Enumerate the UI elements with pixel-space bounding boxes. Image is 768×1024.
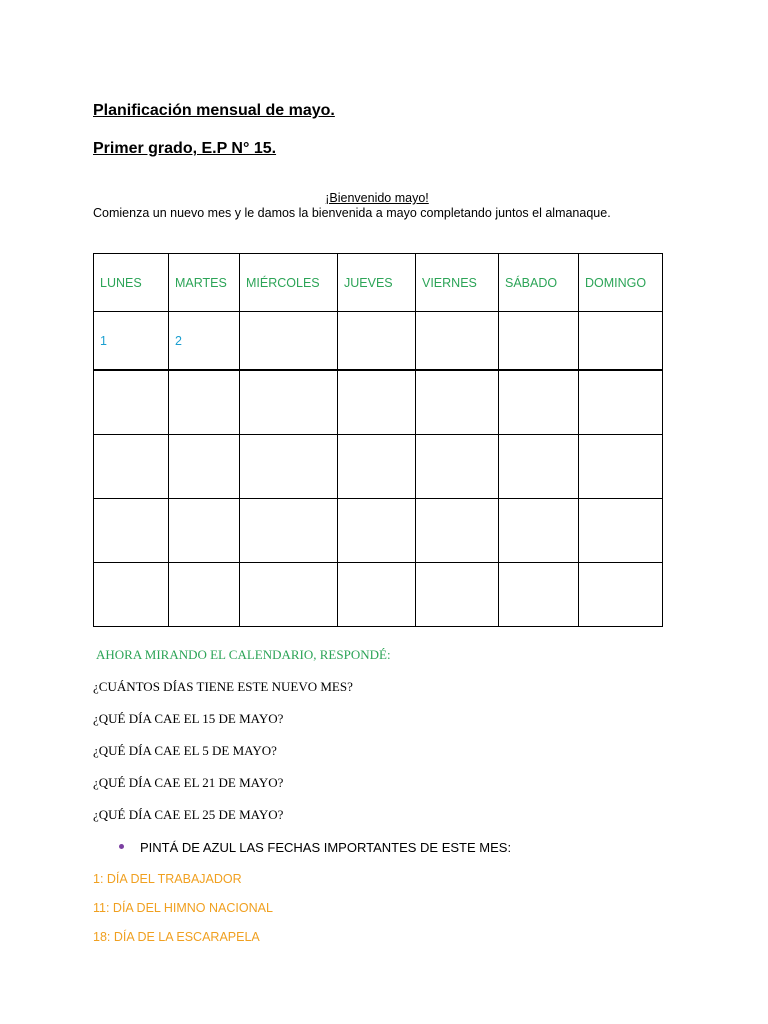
calendar-week-row	[94, 370, 663, 435]
instruction-bullet	[119, 840, 511, 855]
header-jueves: JUEVES	[338, 254, 416, 312]
day-cell	[499, 499, 579, 563]
day-cell	[579, 499, 663, 563]
important-date: 18: DÍA DE LA ESCARAPELA	[93, 930, 260, 944]
day-cell	[338, 563, 416, 627]
day-cell: 2	[169, 312, 240, 371]
question-item: ¿QUÉ DÍA CAE EL 15 DE MAYO?	[93, 711, 284, 726]
header-miercoles: MIÉRCOLES	[240, 254, 338, 312]
questions-intro: AHORA MIRANDO EL CALENDARIO, RESPONDÉ:	[96, 647, 391, 662]
day-cell	[338, 370, 416, 435]
day-cell	[240, 499, 338, 563]
important-date: 1: DÍA DEL TRABAJADOR	[93, 872, 242, 886]
day-cell: 1	[94, 312, 169, 371]
day-cell	[240, 563, 338, 627]
calendar-week-row	[94, 499, 663, 563]
welcome-heading: ¡Bienvenido mayo!	[325, 191, 429, 205]
day-cell	[169, 435, 240, 499]
question-item: ¿QUÉ DÍA CAE EL 25 DE MAYO?	[93, 807, 284, 822]
header-domingo: DOMINGO	[579, 254, 663, 312]
day-cell	[579, 435, 663, 499]
day-cell	[169, 563, 240, 627]
header-lunes: LUNES	[94, 254, 169, 312]
header-martes: MARTES	[169, 254, 240, 312]
day-cell	[94, 563, 169, 627]
calendar-week-row	[94, 312, 663, 371]
day-cell	[579, 312, 663, 371]
day-cell	[240, 370, 338, 435]
day-cell	[169, 499, 240, 563]
instruction-text: PINTÁ DE AZUL LAS FECHAS IMPORTANTES DE ESTE MES:	[140, 840, 512, 855]
document-title: Planificación mensual de mayo.	[93, 102, 335, 119]
day-cell	[94, 435, 169, 499]
document-subtitle: Primer grado, E.P N° 15.	[93, 140, 277, 157]
day-cell	[94, 370, 169, 435]
day-cell	[94, 499, 169, 563]
question-item: ¿QUÉ DÍA CAE EL 5 DE MAYO?	[93, 743, 277, 758]
calendar-week-row	[94, 435, 663, 499]
day-cell	[416, 435, 499, 499]
day-cell	[338, 435, 416, 499]
question-item: ¿QUÉ DÍA CAE EL 21 DE MAYO?	[93, 775, 284, 790]
intro-paragraph: Comienza un nuevo mes y le damos la bienvenida a mayo completando juntos el almanaque.	[93, 206, 611, 220]
day-cell	[579, 370, 663, 435]
header-viernes: VIERNES	[416, 254, 499, 312]
day-cell	[416, 312, 499, 371]
question-item: ¿CUÁNTOS DÍAS TIENE ESTE NUEVO MES?	[93, 679, 353, 694]
day-cell	[416, 563, 499, 627]
calendar-header-row	[94, 254, 663, 312]
day-cell	[499, 312, 579, 371]
day-cell	[499, 435, 579, 499]
day-cell	[240, 435, 338, 499]
calendar-table	[93, 253, 663, 627]
day-cell	[169, 370, 240, 435]
day-cell	[240, 312, 338, 371]
bullet-icon	[119, 844, 124, 849]
day-cell	[499, 370, 579, 435]
day-cell	[338, 312, 416, 371]
day-cell	[499, 563, 579, 627]
header-sabado: SÁBADO	[499, 254, 579, 312]
important-date: 11: DÍA DEL HIMNO NACIONAL	[93, 901, 273, 915]
calendar-week-row	[94, 563, 663, 627]
day-cell	[416, 370, 499, 435]
day-cell	[416, 499, 499, 563]
day-cell	[579, 563, 663, 627]
day-cell	[338, 499, 416, 563]
